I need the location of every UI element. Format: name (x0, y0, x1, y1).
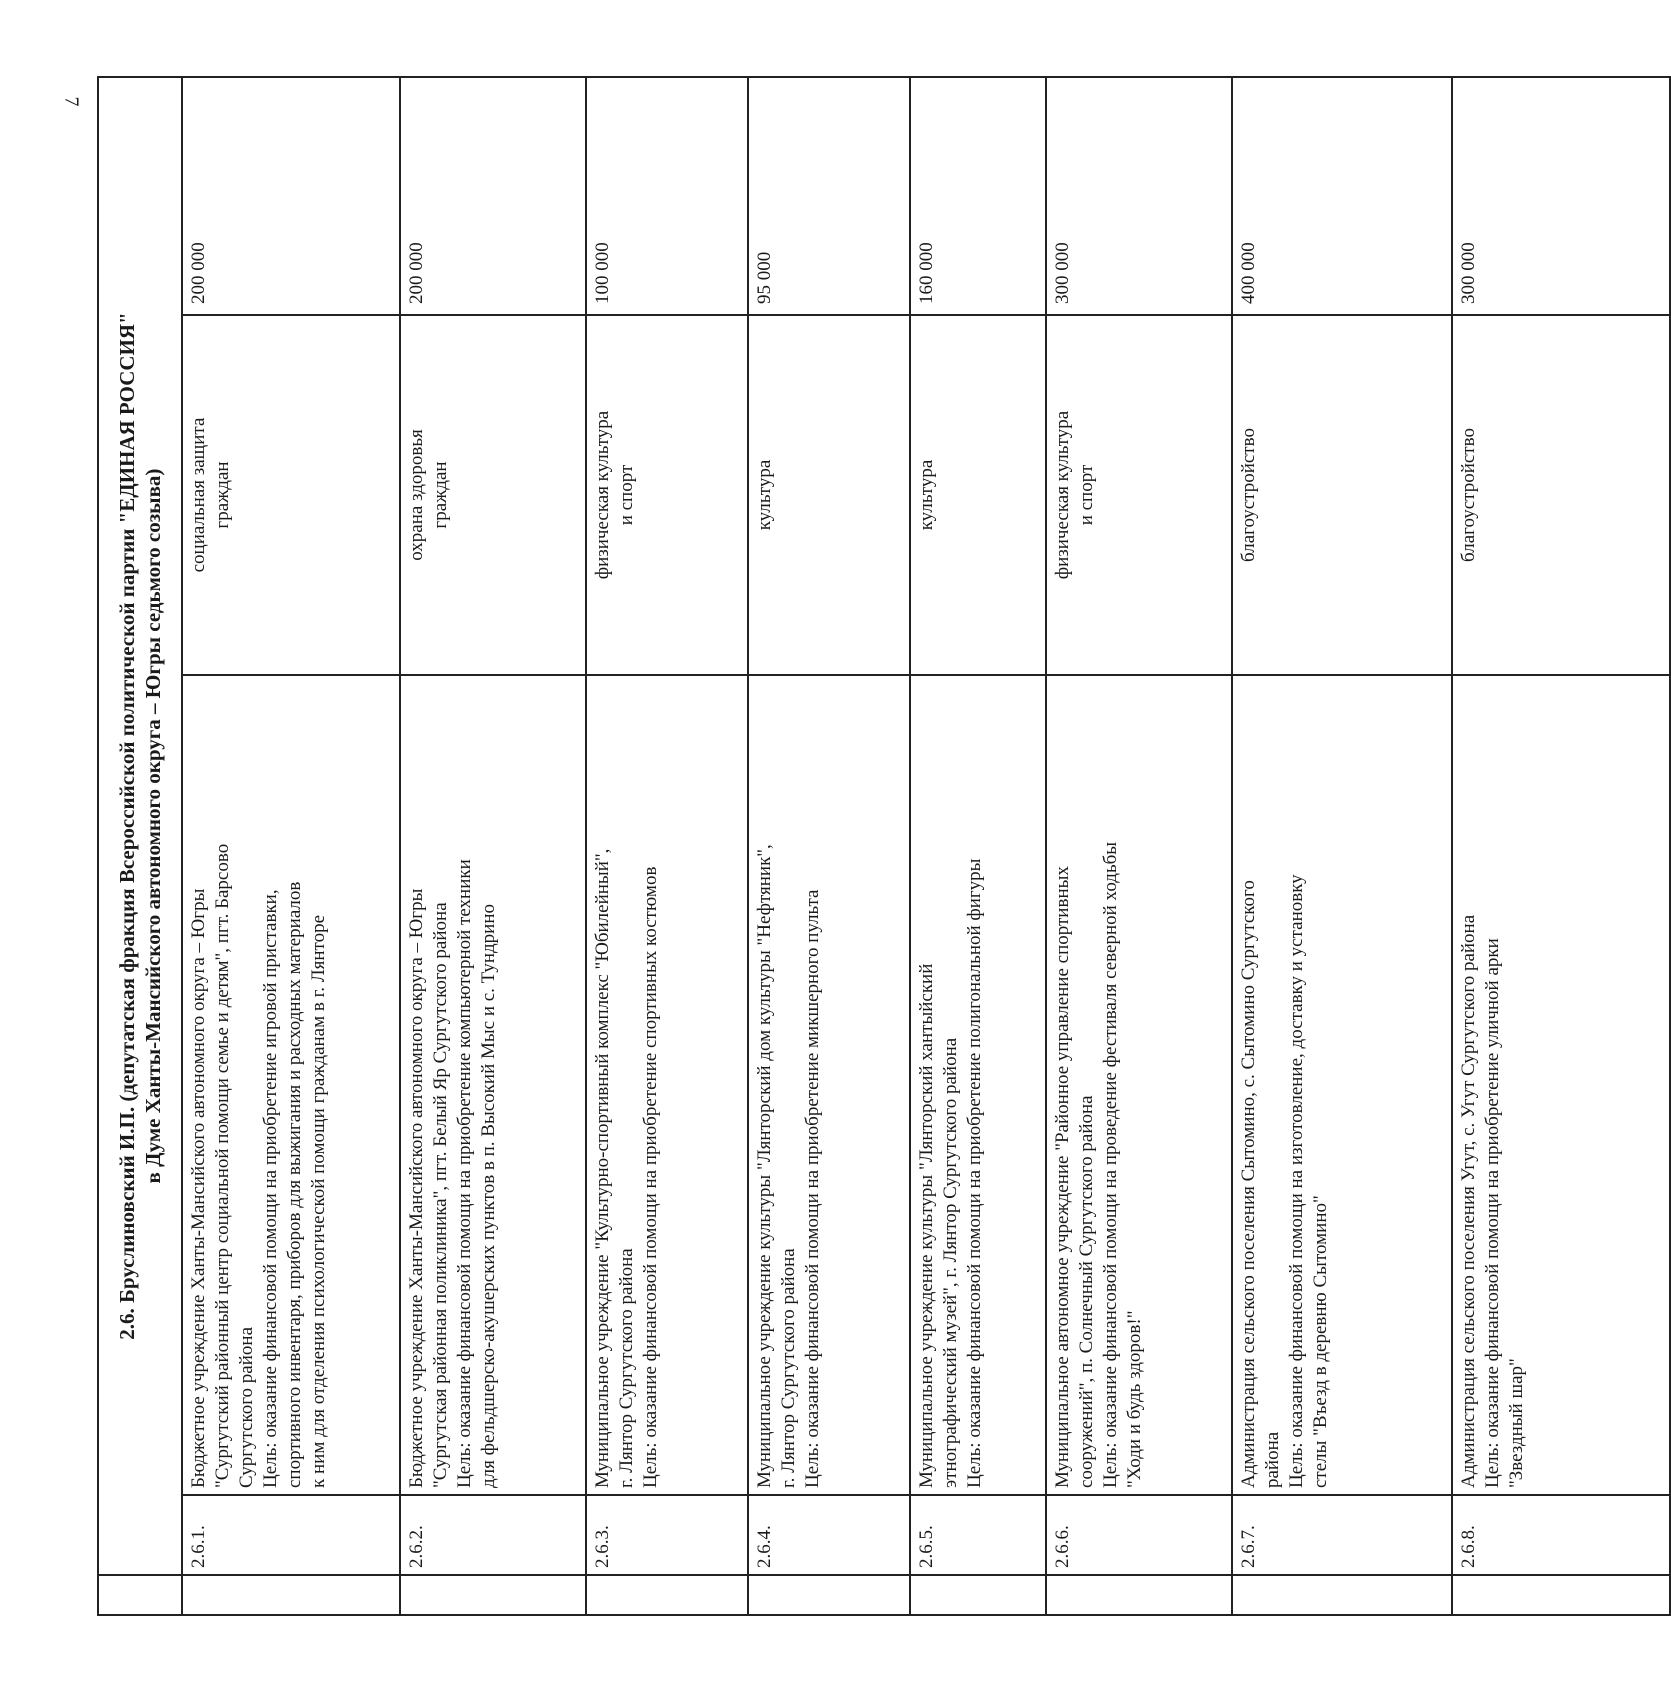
row-description (748, 675, 910, 1495)
description-line: к ним для отделения психологической помощи гражданам в г. Лянторе (308, 914, 329, 1488)
row-empty-cell (910, 1575, 1046, 1615)
area-line: охрана здоровья (406, 429, 427, 561)
page-number: 7 (60, 96, 83, 107)
table-row (1452, 77, 1670, 1615)
row-amount: 400 000 (1232, 77, 1452, 315)
table-row (400, 77, 586, 1615)
description-line: Сургутского района (236, 1327, 257, 1488)
description-line: Муниципальное учреждение "Культурно-спортивный комплекс "Юбилейный", (592, 848, 613, 1488)
description-line: Цель: оказание финансовой помощи на приобретение уличной арки (1482, 938, 1503, 1488)
row-description (586, 675, 748, 1495)
section-header-row (98, 77, 182, 1615)
row-empty-cell (1232, 1575, 1452, 1615)
description-line: Администрация сельского поселения Сытомино, с. Сытомино Сургутского (1238, 880, 1259, 1488)
description-line: г. Лянтор Сургутского района (778, 1248, 799, 1488)
description-line: Цель: оказание финансовой помощи на приобретение спортивных костюмов (640, 866, 661, 1488)
description-line: Цель: оказание финансовой помощи на приобретение полигональной фигуры (964, 858, 985, 1488)
row-number: 2.6.8. (1452, 1495, 1670, 1575)
row-number: 2.6.2. (400, 1495, 586, 1575)
row-area (1232, 315, 1452, 675)
row-number: 2.6.1. (182, 1495, 400, 1575)
section-title-line1: 2.6. Бруслиновский И.П. (депутатская фракция Всероссийской политической партии "ЕДИНАЯ РОССИЯ" (115, 312, 139, 1340)
row-amount: 95 000 (748, 77, 910, 315)
description-line: "Ходи и будь здоров!" (1124, 1310, 1145, 1488)
description-line: стелы "Въезд в деревню Сытомино" (1310, 1195, 1331, 1488)
row-number: 2.6.7. (1232, 1495, 1452, 1575)
description-line: Цель: оказание финансовой помощи на изготовление, доставку и установку (1286, 874, 1307, 1488)
description-line: Муниципальное учреждение культуры "Лянторский хантыйский (916, 963, 937, 1488)
area-line: благоустройство (1238, 428, 1259, 562)
row-amount: 300 000 (1452, 77, 1670, 315)
row-empty-cell (748, 1575, 910, 1615)
row-description (182, 675, 400, 1495)
row-area (1046, 315, 1232, 675)
header-empty-cell (98, 1575, 182, 1615)
table-row (1046, 77, 1232, 1615)
description-line: Муниципальное учреждение культуры "Лянторский дом культуры "Нефтяник", (754, 844, 775, 1488)
table-row (1232, 77, 1452, 1615)
row-number: 2.6.3. (586, 1495, 748, 1575)
table-row (586, 77, 748, 1615)
description-line: Цель: оказание финансовой помощи на приобретение игровой приставки, (260, 889, 281, 1488)
description-line: этнографический музей", г. Лянтор Сургутского района (940, 1037, 961, 1488)
row-empty-cell (586, 1575, 748, 1615)
description-line: сооружений", п. Солнечный Сургутского района (1076, 1095, 1097, 1488)
area-line: физическая культура (592, 410, 613, 580)
row-description (1046, 675, 1232, 1495)
funding-table (97, 76, 1671, 1616)
area-line: граждан (212, 461, 233, 529)
description-line: Цель: оказание финансовой помощи на приобретение компьютерной техники (454, 859, 475, 1488)
area-line: физическая культура (1052, 410, 1073, 580)
row-description (1452, 675, 1670, 1495)
row-number: 2.6.6. (1046, 1495, 1232, 1575)
area-line: граждан (430, 461, 451, 529)
row-empty-cell (400, 1575, 586, 1615)
section-title (98, 77, 182, 1575)
area-line: благоустройство (1458, 428, 1479, 562)
row-area (400, 315, 586, 675)
area-line: и спорт (616, 464, 637, 526)
description-line: Бюджетное учреждение Ханты-Мансийского автономного округа – Югры (406, 888, 427, 1488)
description-line: "Сургутская районная поликлиника", пгт. Белый Яр Сургутского района (430, 902, 451, 1488)
area-line: культура (916, 459, 937, 531)
row-area (748, 315, 910, 675)
row-description (910, 675, 1046, 1495)
row-amount: 300 000 (1046, 77, 1232, 315)
description-line: для фельдшерско-акушерских пунктов в п. Высокий Мыс и с. Тундрино (478, 903, 499, 1488)
row-area (182, 315, 400, 675)
description-line: спортивного инвентаря, приборов для выжигания и расходных материалов (284, 881, 305, 1488)
area-line: и спорт (1076, 464, 1097, 526)
section-title-line2: в Думе Ханты-Мансийского автономного округа – Югры седьмого созыва) (141, 468, 165, 1184)
row-amount: 200 000 (182, 77, 400, 315)
row-description (1232, 675, 1452, 1495)
description-line: "Сургутский районный центр социальной помощи семье и детям", пгт. Барсово (212, 843, 233, 1488)
row-empty-cell (1452, 1575, 1670, 1615)
description-line: Администрация сельского поселения Угут, с. Угут Сургутского района (1458, 914, 1479, 1488)
area-line: культура (754, 459, 775, 531)
table-row (748, 77, 910, 1615)
description-line: Цель: оказание финансовой помощи на приобретение микшерного пульта (802, 889, 823, 1488)
description-line: г. Лянтор Сургутского района (616, 1248, 637, 1488)
row-number: 2.6.5. (910, 1495, 1046, 1575)
description-line: "Звездный шар" (1506, 1358, 1527, 1488)
description-line: Муниципальное автономное учреждение "Районное управление спортивных (1052, 866, 1073, 1488)
description-line: района (1262, 1431, 1283, 1488)
rotated-table-container (97, 76, 1527, 1616)
row-area (1452, 315, 1670, 675)
table-row (910, 77, 1046, 1615)
row-number: 2.6.4. (748, 1495, 910, 1575)
row-amount: 100 000 (586, 77, 748, 315)
description-line: Бюджетное учреждение Ханты-Мансийского автономного округа – Югры (188, 888, 209, 1488)
table-row (182, 77, 400, 1615)
row-empty-cell (1046, 1575, 1232, 1615)
description-line: Цель: оказание финансовой помощи на проведение фестиваля северной ходьбы (1100, 841, 1121, 1488)
row-area (910, 315, 1046, 675)
row-area (586, 315, 748, 675)
row-amount: 160 000 (910, 77, 1046, 315)
row-description (400, 675, 586, 1495)
row-amount: 200 000 (400, 77, 586, 315)
row-empty-cell (182, 1575, 400, 1615)
area-line: социальная защита (188, 417, 209, 573)
